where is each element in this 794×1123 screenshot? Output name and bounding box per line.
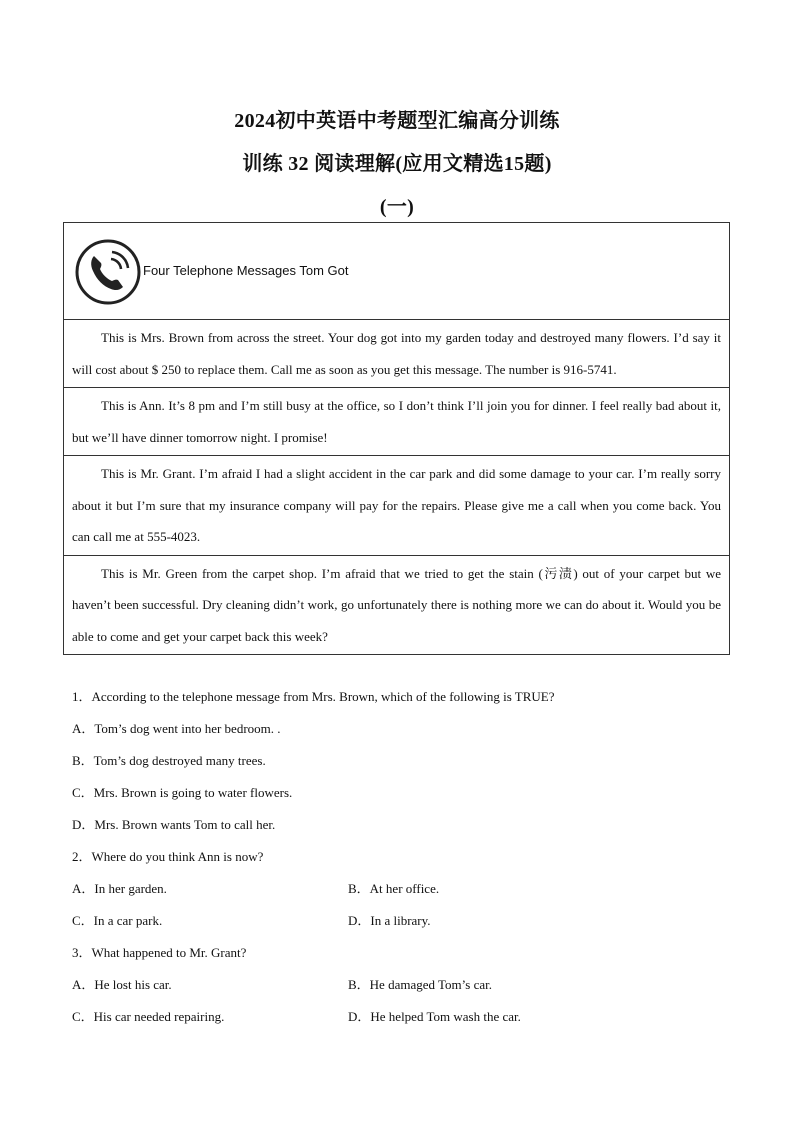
message-cell <box>64 455 729 555</box>
question-1-option-c: C．Mrs. Brown is going to water flowers. <box>72 785 293 800</box>
question-1-option-d: D．Mrs. Brown wants Tom to call her. <box>72 817 276 832</box>
message-ann: This is Ann. It’s 8 pm and I’m still busy at the office, so I don’t think I’ll join you for dinner. I feel really bad about it, but we’ll have dinner tomorrow night. I promise! <box>72 398 721 445</box>
question-1-stem: 1．According to the telephone message from Mrs. Brown, which of the following is TRUE? <box>72 689 555 704</box>
message-mrs-brown: This is Mrs. Brown from across the street. Your dog got into my garden today and destroyed many flowers. I’d say it will cost about $ 250 to replace them. Call me as soon as you get this message. The number is 916-5741. <box>72 330 721 377</box>
question-3-option-c: C．His car needed repairing. <box>72 1009 225 1024</box>
messages-heading-cell <box>64 223 729 319</box>
message-mr-grant: This is Mr. Grant. I’m afraid I had a slight accident in the car park and did some damage to your car. I’m really sorry about it but I’m sure that my insurance company will pay for the repairs. Please give me a call when you come back. You can call me at 555-4023. <box>72 466 721 544</box>
question-3-stem: 3．What happened to Mr. Grant? <box>72 945 247 960</box>
section-label: (一) <box>379 196 415 218</box>
messages-heading: Four Telephone Messages Tom Got <box>143 263 349 278</box>
question-2-option-b: B．At her office. <box>348 881 440 896</box>
question-1-option-b: B．Tom’s dog destroyed many trees. <box>72 753 266 768</box>
question-3-option-a: A．He lost his car. <box>72 977 172 992</box>
message-mr-green: This is Mr. Green from the carpet shop. I’m afraid that we tried to get the stain (污渍) out of your carpet but we haven’t been successful. Dry cleaning didn’t work, go unfortunately there is nothing more we can do about it. Would you be able to come and get your carpet back this week? <box>72 565 721 644</box>
question-3-options-row-2 <box>72 1004 732 1036</box>
question-3-options-row-1 <box>72 972 732 1004</box>
question-2-option-c: C．In a car park. <box>72 913 163 928</box>
question-2-options-row-1 <box>72 876 732 908</box>
telephone-icon <box>74 238 142 306</box>
question-2-option-d: D．In a library. <box>348 913 431 928</box>
messages-table <box>63 222 730 655</box>
document-title: 2024初中英语中考题型汇编高分训练 <box>234 110 560 132</box>
question-2-options-row-2 <box>72 908 732 940</box>
question-3-option-d: D．He helped Tom wash the car. <box>348 1009 521 1024</box>
question-1-option-a: A．Tom’s dog went into her bedroom. . <box>72 721 281 736</box>
question-2-stem: 2．Where do you think Ann is now? <box>72 849 264 864</box>
message-cell <box>64 555 729 655</box>
document-subtitle: 训练 32 阅读理解(应用文精选15题) <box>242 153 552 175</box>
questions-section <box>72 684 732 1036</box>
question-2-option-a: A．In her garden. <box>72 881 167 896</box>
message-cell <box>64 387 729 455</box>
question-3-option-b: B．He damaged Tom’s car. <box>348 977 492 992</box>
message-cell <box>64 319 729 387</box>
